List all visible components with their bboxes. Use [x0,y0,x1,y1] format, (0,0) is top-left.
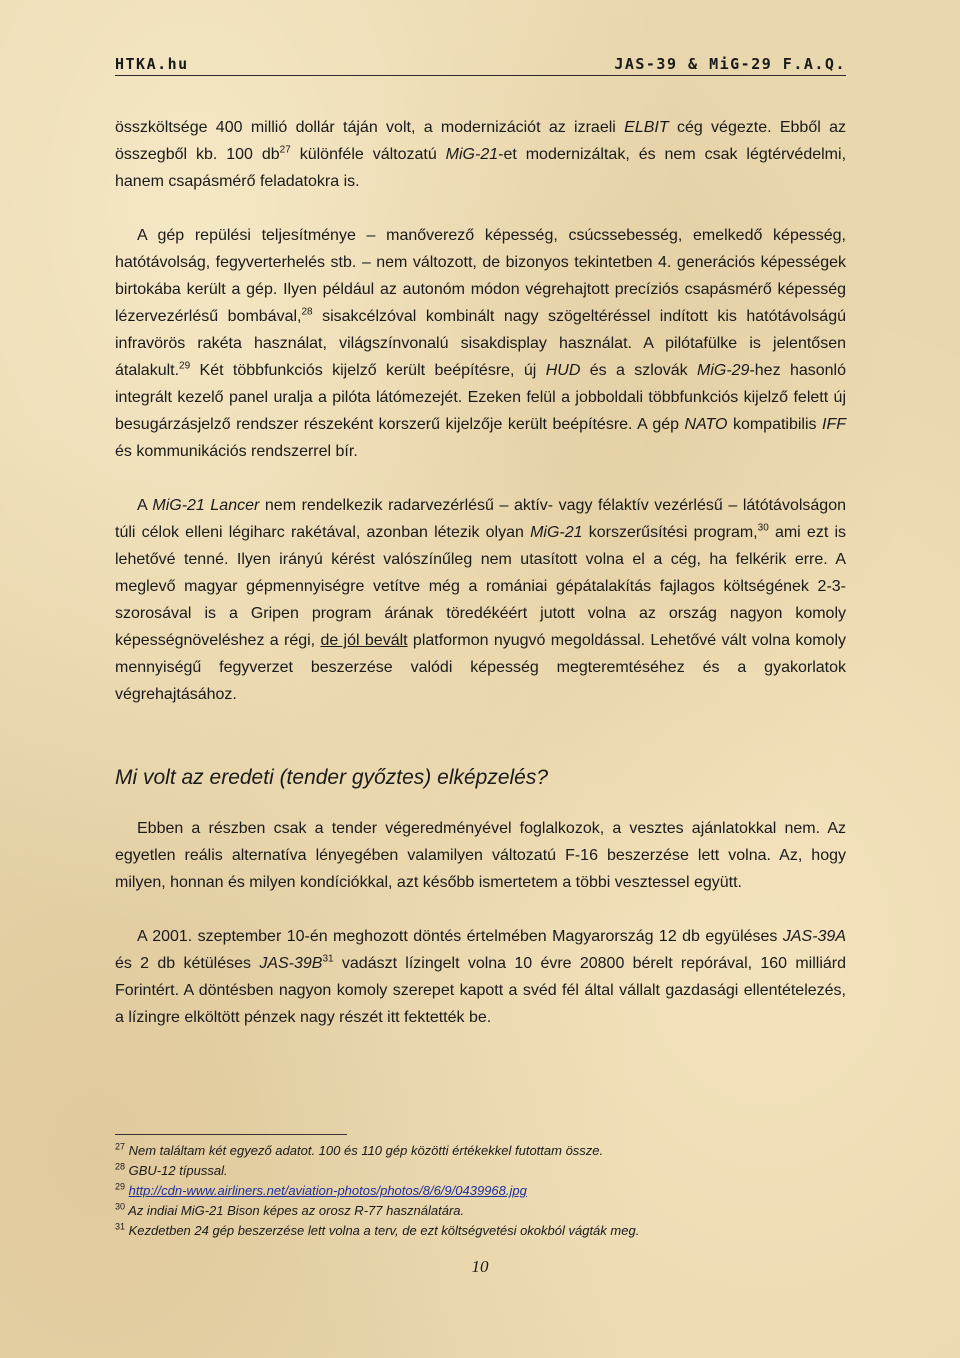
header-document-title: JAS-39 & MiG-29 F.A.Q. [614,55,846,73]
header-site-name: HTKA.hu [115,55,189,73]
section-heading: Mi volt az eredeti (tender győztes) elképzelés? [115,766,549,789]
paragraph-5 [115,923,846,1031]
footnote-27 [115,1141,846,1161]
text-run: korszerűsítési program, [582,524,758,541]
footnote-number: 28 [115,1161,126,1172]
footnote-text: Az indiai MiG-21 Bison képes az orosz R-77 használatára. [125,1203,465,1218]
footnote-separator [115,1134,347,1135]
footnote-ref-28[interactable]: 28 [301,306,313,318]
paragraph-2 [115,222,846,465]
text-run-italic: NATO [684,416,728,433]
text-run-italic: ELBIT [624,119,669,136]
footnote-link[interactable]: http://cdn-www.airliners.net/aviation-photos/photos/8/6/9/0439968.jpg [128,1183,527,1198]
footnote-ref-29[interactable]: 29 [179,360,191,372]
footnote-text: Kezdetben 24 gép beszerzése lett volna a terv, de ezt költségvetési okokból vágták meg. [125,1223,640,1238]
footnote-31 [115,1221,846,1241]
text-run: ami ezt is lehetővé tenné. Ilyen irányú kérést valószínűleg nem utasított volna el a cég, ha felkérik erre. A meglevő magyar gépmennyiségre vetítve még a romániai gépátalakítás fajlagos költségének 2-3-szorosával is a Gripen program árának töredékéért jutott volna az ország nagyon komoly képességnöveléshez a régi, [115,524,847,649]
text-run: és kommunikációs rendszerrel bír. [115,443,358,460]
text-run: A 2001. szeptember 10-én meghozott döntés értelmében Magyarország 12 db együléses [137,928,783,945]
text-run-italic: MiG-21 [445,146,499,163]
footnote-29 [115,1181,846,1201]
footnote-ref-31[interactable]: 31 [322,953,334,965]
text-run: kompatibilis [727,416,823,433]
text-run-italic: JAS-39A [782,928,846,945]
text-run-italic: MiG-21 [530,524,583,541]
footnote-text: Nem találtam két egyező adatot. 100 és 110 gép közötti értékekkel futottam össze. [125,1143,604,1158]
footnote-ref-27[interactable]: 27 [279,144,291,156]
text-run: platformon nyugvó megoldással. Lehetővé vált volna komoly mennyiségű fegyverzet beszerzése valódi képesség megteremtéséhez és a gyakorlatok végrehajtásához. [115,632,846,703]
text-run: A gép repülési teljesítménye – manőverező képesség, csúcssebesség, emelkedő képesség, hatótávolság, fegyverterhelés stb. – nem változott, de bizonyos tekintetben 4. generációs képességek birtokába került a gép. Ilyen például az autonóm módon végrehajtott precíziós csapásmérő képesség lézervezérlésű bombával, [115,227,846,325]
text-run: Két többfunkciós kijelző került beépítésre, új [190,362,546,379]
text-run: nem rendelkezik radarvezérlésű – aktív- vagy félaktív vezérlésű – látótávolságon túli célok elleni légiharc rakétával, azonban létezik olyan [115,497,847,541]
footnote-number: 30 [115,1201,126,1212]
footnote-text: GBU-12 típussal. [125,1163,228,1178]
footnote-ref-30[interactable]: 30 [757,522,769,534]
text-run-underlined: de jól bevált [320,632,408,649]
text-run: sisakcélzóval kombinált nagy szögeltéréssel indított kis hatótávolságú infravörös rakéta használat, világszínvonalú sisakdisplay használat. A pilótafülke is jelentősen átalakult. [115,308,847,379]
text-run: cég végezte. Ebből az összegből kb. 100 db [115,119,846,163]
text-run: A [137,497,153,514]
page-number: 10 [471,1257,489,1276]
text-run-italic: MiG-29 [697,362,750,379]
footnote-number: 29 [115,1181,126,1192]
paragraph-3 [115,492,846,708]
text-run-italic: MiG-21 Lancer [152,497,260,514]
text-run: összköltsége 400 millió dollár táján volt, a modernizációt az izraeli [115,119,625,136]
footnotes [115,1134,846,1241]
text-run-italic: HUD [545,362,581,379]
text-run: vadászt lízingelt volna 10 évre 20800 bérelt repórával, 160 milliárd Forintért. A döntésben nagyon komoly szerepet kapott a svéd fél által vállalt gazdasági ellentételezés, a lízingre elköltött pénzek nagy részét itt fektették be. [115,955,847,1026]
text-run: különféle változatú [290,146,446,163]
text-run: -hez hasonló integrált kezelő panel uralja a pilóta látómezejét. Ezeken felül a jobboldali többfunkciós kijelző felett új besugárzásjelző rendszer részeként korszerű kijelzője került beépítésre. A gép [115,362,846,433]
paragraph-1 [115,114,846,195]
footnote-number: 27 [115,1141,126,1152]
footnote-28 [115,1161,846,1181]
text-run-italic: IFF [822,416,847,433]
footnote-30 [115,1201,846,1221]
text-run: és a szlovák [580,362,697,379]
footnote-number: 31 [115,1221,126,1232]
paragraph-4: Ebben a részben csak a tender végeredményével foglalkozok, a vesztes ajánlatokkal nem. Az egyetlen reális alternatíva lényegében valamilyen változatú F-16 beszerzése lett volna. Az, hogy milyen, honnan és milyen kondíciókkal, azt később ismertetem a többi vesztessel együtt. [115,820,846,891]
text-run: -et modernizáltak, és nem csak légtérvédelmi, hanem csapásmérő feladatokra is. [115,146,847,190]
text-run: és 2 db kétüléses [115,955,260,972]
main-content [115,114,846,1031]
text-run-italic: JAS-39B [259,955,323,972]
page-header [115,55,846,76]
